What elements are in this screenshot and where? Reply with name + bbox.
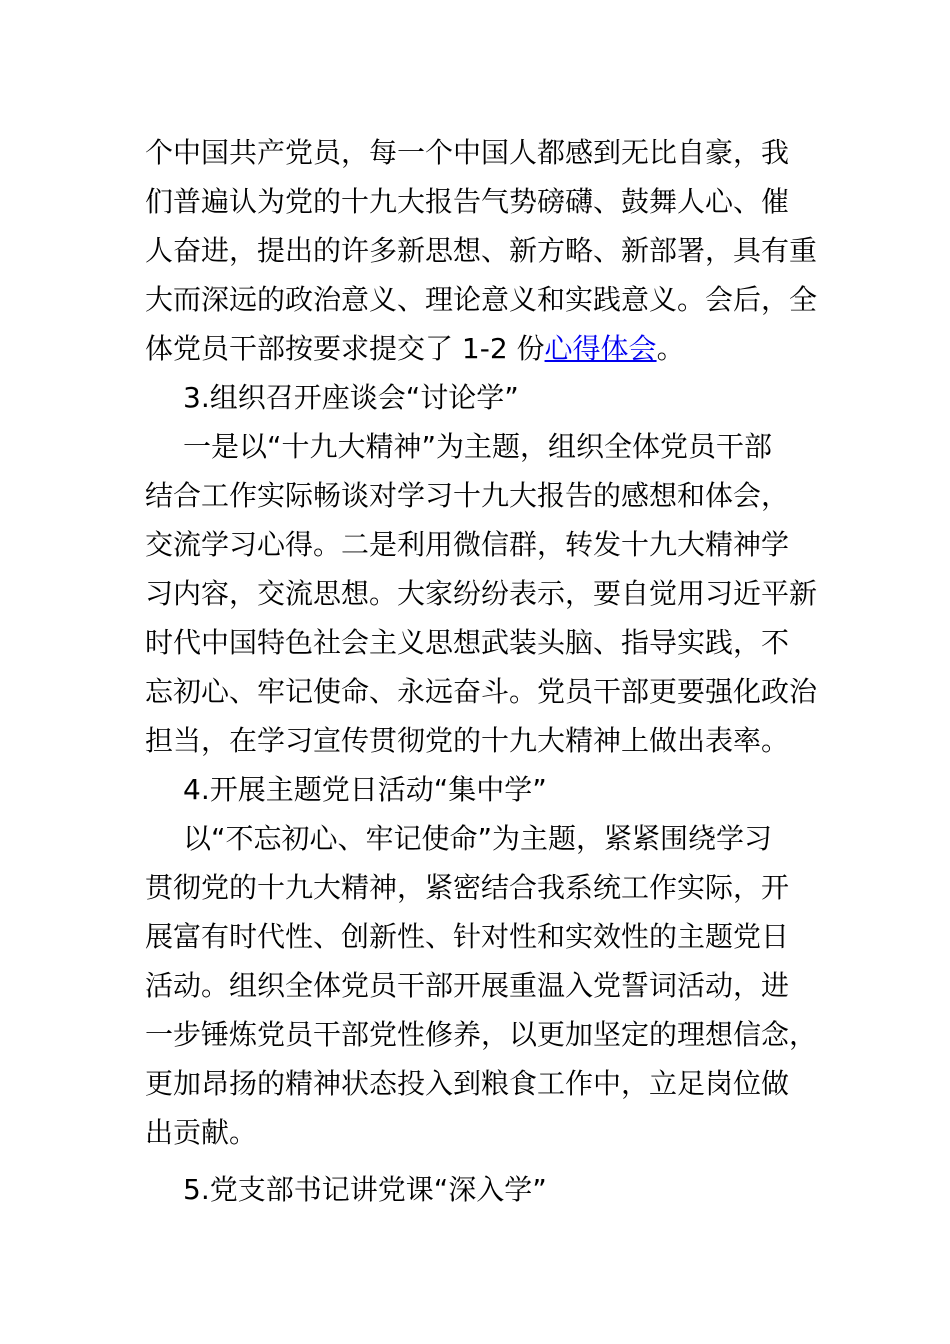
paragraph-line: 担当，在学习宣传贯彻党的十九大精神上做出表率。 bbox=[145, 724, 790, 757]
paragraph-text: 体党员干部按要求提交了 1-2 份 bbox=[145, 332, 545, 365]
paragraph-discussion bbox=[145, 422, 818, 765]
paragraph-line: 以“不忘初心、牢记使命”为主题，紧紧围绕学习 bbox=[183, 822, 773, 855]
paragraph-line: 们普遍认为党的十九大报告气势磅礴、鼓舞人心、催 bbox=[145, 185, 790, 218]
paragraph-line-with-link bbox=[145, 324, 810, 373]
paragraph-line: 更加昂扬的精神状态投入到粮食工作中，立足岗位做 bbox=[145, 1067, 790, 1100]
paragraph-continuation bbox=[145, 128, 818, 373]
document-body bbox=[145, 128, 818, 1214]
paragraph-line: 时代中国特色社会主义思想武装头脑、指导实践，不 bbox=[145, 626, 790, 659]
paragraph-line: 贯彻党的十九大精神，紧密结合我系统工作实际，开 bbox=[145, 871, 790, 904]
paragraph-line: 个中国共产党员，每一个中国人都感到无比自豪，我 bbox=[145, 136, 790, 169]
paragraph-line: 人奋进，提出的许多新思想、新方略、新部署，具有重 bbox=[145, 234, 818, 267]
paragraph-line: 活动。组织全体党员干部开展重温入党誓词活动，进 bbox=[145, 969, 790, 1002]
paragraph-line: 忘初心、牢记使命、永远奋斗。党员干部更要强化政治 bbox=[145, 675, 818, 708]
experience-link[interactable]: 心得体会 bbox=[544, 332, 657, 365]
paragraph-line: 出贡献。 bbox=[145, 1116, 258, 1149]
paragraph-line: 习内容，交流思想。大家纷纷表示，要自觉用习近平新 bbox=[145, 577, 818, 610]
paragraph-line: 展富有时代性、创新性、针对性和实效性的主题党日 bbox=[145, 920, 790, 953]
paragraph-text: 。 bbox=[656, 332, 685, 365]
paragraph-line: 交流学习心得。二是利用微信群，转发十九大精神学 bbox=[145, 528, 790, 561]
section-heading-4: 4.开展主题党日活动“集中学” bbox=[183, 773, 547, 806]
section-heading-3: 3.组织召开座谈会“讨论学” bbox=[183, 381, 519, 414]
section-heading-5: 5.党支部书记讲党课“深入学” bbox=[183, 1173, 547, 1206]
paragraph-line: 一是以“十九大精神”为主题，组织全体党员干部 bbox=[183, 430, 773, 463]
paragraph-line: 一步锤炼党员干部党性修养，以更加坚定的理想信念， bbox=[145, 1018, 818, 1051]
paragraph-party-day bbox=[145, 814, 818, 1157]
paragraph-line: 结合工作实际畅谈对学习十九大报告的感想和体会， bbox=[145, 479, 790, 512]
paragraph-line: 大而深远的政治意义、理论意义和实践意义。会后，全 bbox=[145, 283, 818, 316]
